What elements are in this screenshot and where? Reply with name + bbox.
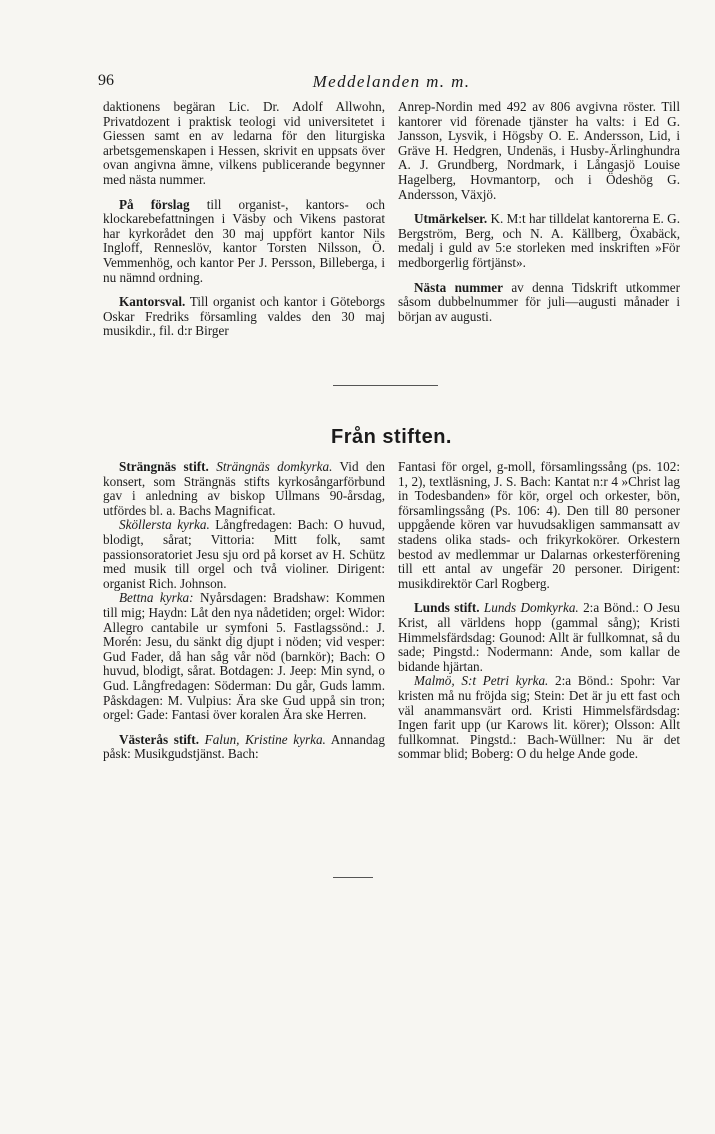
lead-kantorsval: Kantorsval. [119,294,186,310]
paragraph-allwohn: daktionens begäran Lic. Dr. Adolf Allwohn, Privatdozent i praktisk teologi vid universitetet i Giessen samt en av ledarna för den liturgiska arbetsgemenskapen i Hessen, skrivit en uppsats över ovan angivna ämne, vilkens publicerande begynner med nästa nummer. [103,99,385,187]
place-bettna: Bettna kyrka: [119,590,194,606]
paragraph-nasta-nummer [398,281,680,325]
text-malmo: 2:a Bönd.: Spohr: Var kristen må nu fröjda sig; Stein: Det är ju ett fast och väl anammansvärt ord. Kristi Himmelsfärdsdag: Ingen farit upp (ur Karows lit. körer); Olsson: Allt fullkomnat. Pingstd.: Bach-Wüllner: Nu är det sommar blid; Boberg: O du helge Ande gode. [398,673,680,762]
section-title: Från stiften. [331,426,452,448]
end-rule [333,877,373,878]
paragraph-malmo [398,674,680,762]
paragraph-kantorsval [103,295,385,339]
paragraph-forslag [103,198,385,286]
paragraph-utmarkelser [398,212,680,270]
text-kantorsval: Till organist och kantor i Göteborgs Oskar Fredriks församling valdes den 30 maj musikdir., fil. d:r Birger [103,294,385,339]
text-strangnas: Vid den konsert, som Strängnäs stifts kyrkosångarförbund gav i anledning av biskop Ullmans 90-årsdag, utfördes bl. a. Bachs Magnificat. [103,459,385,518]
place-strangnas: Strängnäs domkyrka. [208,459,333,474]
page-number: 96 [98,72,114,89]
text-vasteras: Annandag påsk: Musikgudstjänst. Bach: [103,731,385,762]
column-top-left [103,100,385,339]
column-top-right [398,100,680,324]
paragraph-lunds [398,601,680,674]
text-lunds: 2:a Bönd.: O Jesu Krist, all världens hopp (gammal sång); Kristi Himmelsfärdsdag: Gounod: Allt är fullkomnat, så du sade; Pingstd.: Nodermann: Ande, som kallar de bidande hjärtan. [398,600,680,674]
lead-vasteras: Västerås stift. [119,731,199,747]
text-utmarkelser: K. M:t har tilldelat kantorerna E. G. Bergström, Berg, och N. A. Källberg, Öxabäck, medalj i guld av 5:e storleken med inskriften »För medborgerlig förtjänst». [398,211,680,270]
place-lunds: Lunds Domkyrka. [479,600,579,616]
lead-utmarkelser: Utmärkelser. [414,211,488,227]
place-skollersta: Sköllersta kyrka. [119,517,210,533]
text-forslag: till organist-, kantors- och klockarebefattningen i Väsby och Vikens pastorat har kyrkorådet den 30 maj uppfört kantor Nils Ingloff, Renneslöv, kantor Torsten Nilsson, Ö. Vemmenhög, och kantor Per J. Persson, Billeberga, i nu nämnd ordning. [103,196,385,285]
lead-strangnas: Strängnäs stift. [119,459,209,474]
place-falun: Falun, Kristine kyrka. [199,731,326,747]
text-nasta-nummer: av denna Tidskrift utkommer såsom dubbelnummer för juli—augusti månader i början av augusti. [398,279,680,324]
running-title: Meddelanden m. m. [312,72,471,91]
lead-nasta-nummer: Nästa nummer [414,279,503,295]
paragraph-bettna [103,591,385,722]
paragraph-vasteras [103,733,385,762]
paragraph-anrep-nordin: Anrep-Nordin med 492 av 806 avgivna röster. Till kantorer vid förenade tjänster ha valts: i Ed G. Jansson, Lysvik, i Högsby O. E. Andersson, Lid, i Gräve H. Hedgren, Undenäs, i Husby-Ärlinghundra A. J. Grundberg, Nordmark, i Långasjö Louise Hagelberg, Hovmantorp, och i Ödeshög G. Andersson, Växjö. [398,99,680,202]
lead-lunds: Lunds stift. [414,600,480,616]
divider-rule [333,385,438,386]
paragraph-fantasi: Fantasi för orgel, g-moll, församlingssång (ps. 102: 1, 2), textläsning, J. S. Bach: Kantat n:r 4 »Christ lag in Todesbanden» för kör, orgel och orkester, bön, församlingssång (Ps. 106: 4). Den till 80 personer uppgående kören var huvudsakligen sammansatt av stadens olika stads- och frikyrkokörer. Orkestern bestod av medlemmar ur Dalarnas orkesterförening till ett antal av ungefär 20 personer. Dirigent: musikdirektör Carl Rogberg. [398,459,680,591]
column-bottom-left [103,460,385,762]
place-malmo: Malmö, S:t Petri kyrka. [414,673,549,689]
text-bettna: Nyårsdagen: Bradshaw: Kommen till mig; Haydn: Låt den nya nådetiden; orgel: Widor: Allegro cantabile ur symfoni 5. Fastlagssönd.: J. Morén: Jesu, du sänkt dig djupt i nöden; vid vesper: Gud Fader, då han såg vår nöd (barnkör); Bach: O huvud, blodigt, sårat. Botdagen: J. Jeep: Min synd, o Gud. Långfredagen: Söderman: Du går, Guds lamm. Påskdagen: M. Vulpius: Ära ske Gud uppå sin tron; orgel: Gade: Fantasi över koralen Ära ske Herren. [103,590,385,723]
column-bottom-right [398,460,680,762]
paragraph-skollersta [103,518,385,591]
lead-forslag: På förslag [119,196,190,212]
paragraph-strangnas [103,460,385,518]
page-header [0,70,715,94]
text-skollersta: Långfredagen: Bach: O huvud, blodigt, sårat; Vittoria: Mitt folk, samt passionsoratoriet Jesu sju ord på korset av H. Schütz med musik till orgel och två violiner. Dirigent: organist Rich. Johnson. [103,517,386,591]
